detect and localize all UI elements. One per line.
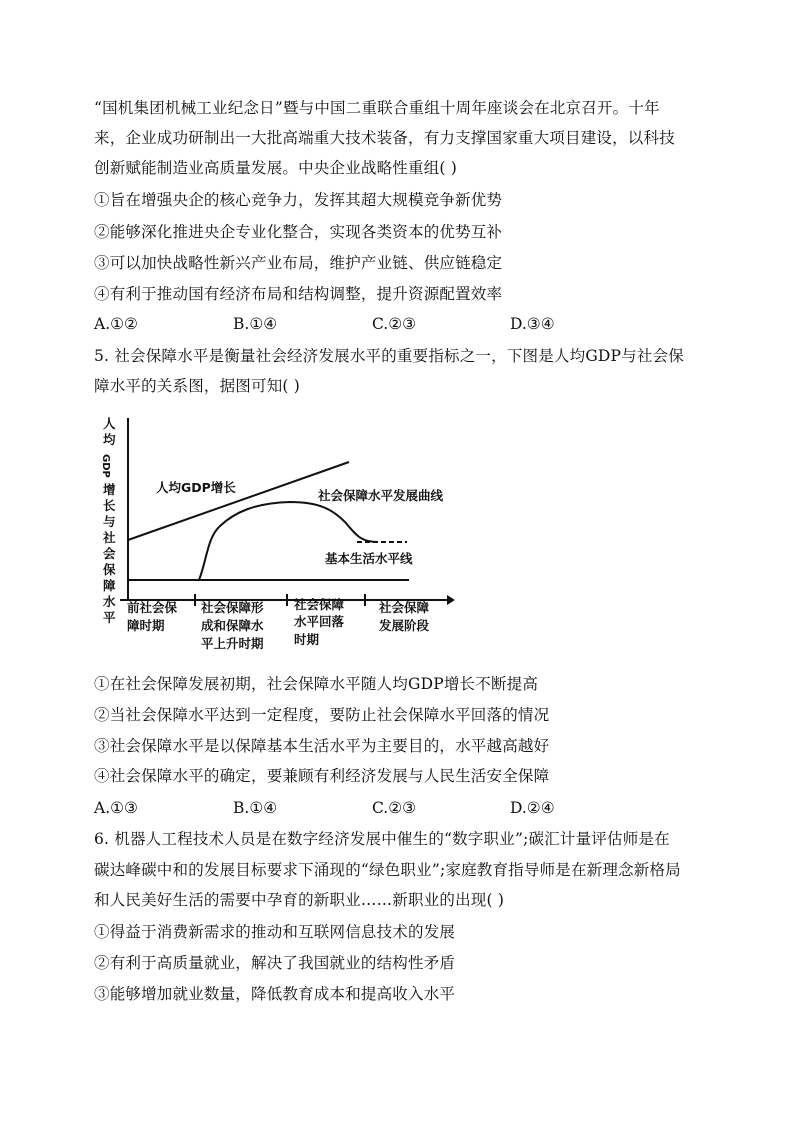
- curve-label: 社会保障水平发展曲线: [318, 488, 444, 503]
- x-axis-arrow: [447, 595, 455, 605]
- q5-choice-b: B.①④: [233, 799, 278, 817]
- q4-option-3: ③可以加快战略性新兴产业布局，维护产业链、供应链稳定: [94, 254, 503, 272]
- stage-2-label: 社会保障形: [201, 600, 264, 615]
- q4-stem-line-1: “国机集团机械工业纪念日”暨与中国二重联合重组十周年座谈会在北京召开。十年: [94, 99, 660, 117]
- q5-choice-a: A.①③: [94, 799, 138, 817]
- y-label-char: 人: [103, 416, 116, 431]
- gdp-growth-line: [128, 462, 349, 540]
- stage-4-label: 社会保障: [379, 600, 430, 615]
- q4-option-1: ①旨在增强央企的核心竞争力，发挥其超大规模竞争新优势: [94, 191, 503, 209]
- q6-stem-line-1: 6. 机器人工程技术人员是在数字经济发展中催生的“数字职业”;碳汇计量评估师是在: [94, 830, 670, 848]
- q4-option-2: ②能够深化推进央企专业化整合，实现各类资本的优势互补: [94, 223, 503, 241]
- q4-stem-line-3: 创新赋能制造业高质量发展。中央企业战略性重组( ): [94, 159, 458, 177]
- q6-stem-line-3: 和人民美好生活的需要中孕育的新职业……新职业的出现( ): [94, 891, 505, 909]
- social-security-curve: [199, 502, 378, 580]
- q4-stem-line-2: 来，企业成功研制出一大批高端重大技术装备，有力支撑国家重大项目建设，以科技: [94, 129, 675, 147]
- q6-option-1: ①得益于消费新需求的推动和互联网信息技术的发展: [94, 923, 456, 941]
- y-label-char: 与: [103, 514, 116, 529]
- q5-stem-line-2: 障水平的关系图，据图可知( ): [94, 377, 301, 395]
- y-label-char: 障: [103, 578, 116, 593]
- q6-option-2: ②有利于高质量就业，解决了我国就业的结构性矛盾: [94, 954, 456, 972]
- y-label-char: 均: [103, 432, 116, 447]
- q4-choice-b: B.①④: [233, 315, 278, 333]
- gdp-growth-label: 人均GDP增长: [156, 480, 236, 495]
- social-security-chart: [95, 410, 455, 655]
- q4-choice-c: C.②③: [372, 315, 417, 333]
- y-axis-label: [100, 416, 116, 625]
- q6-stem-line-2: 碳达峰碳中和的发展目标要求下涌现的“绿色职业”;家庭教育指导师是在新理念新格局: [94, 861, 681, 879]
- stage-3-label: 时期: [294, 632, 320, 647]
- stage-3-label: 水平回落: [294, 614, 345, 629]
- q5-stem-line-1: 5. 社会保障水平是衡量社会经济发展水平的重要指标之一，下图是人均GDP与社会保: [94, 347, 684, 365]
- stage-3-label: 社会保障: [294, 597, 345, 612]
- q5-choice-c: C.②③: [372, 799, 417, 817]
- basic-living-label: 基本生活水平线: [325, 551, 413, 566]
- stage-4-label: 发展阶段: [379, 618, 430, 633]
- stage-2-label: 平上升时期: [201, 636, 264, 651]
- stage-1-label: 障时期: [127, 618, 165, 633]
- q5-choice-d: D.②④: [510, 799, 555, 817]
- y-label-char: 水: [103, 594, 116, 609]
- y-label-char: 会: [103, 546, 116, 561]
- q4-option-4: ④有利于推动国有经济布局和结构调整，提升资源配置效率: [94, 285, 503, 303]
- y-label-char: 社: [103, 530, 116, 545]
- y-label-char: 平: [103, 610, 116, 625]
- y-label-char: 增: [103, 482, 116, 497]
- q4-choice-d: D.③④: [510, 315, 555, 333]
- q5-option-3: ③社会保障水平是以保障基本生活水平为主要目的，水平越高越好: [94, 737, 550, 755]
- q6-option-3: ③能够增加就业数量，降低教育成本和提高收入水平: [94, 985, 456, 1003]
- stage-2-label: 成和保障水: [201, 618, 264, 633]
- q5-option-4: ④社会保障水平的确定，要兼顾有利经济发展与人民生活安全保障: [94, 767, 550, 785]
- q5-option-2: ②当社会保障水平达到一定程度，要防止社会保障水平回落的情况: [94, 706, 550, 724]
- q4-choice-a: A.①②: [94, 315, 138, 333]
- y-label-char: 保: [103, 562, 116, 577]
- q5-option-1: ①在社会保障发展初期，社会保障水平随人均GDP增长不断提高: [94, 675, 539, 693]
- y-label-char: GDP: [100, 454, 111, 478]
- y-label-char: 长: [103, 498, 116, 513]
- stage-1-label: 前社会保: [127, 600, 178, 615]
